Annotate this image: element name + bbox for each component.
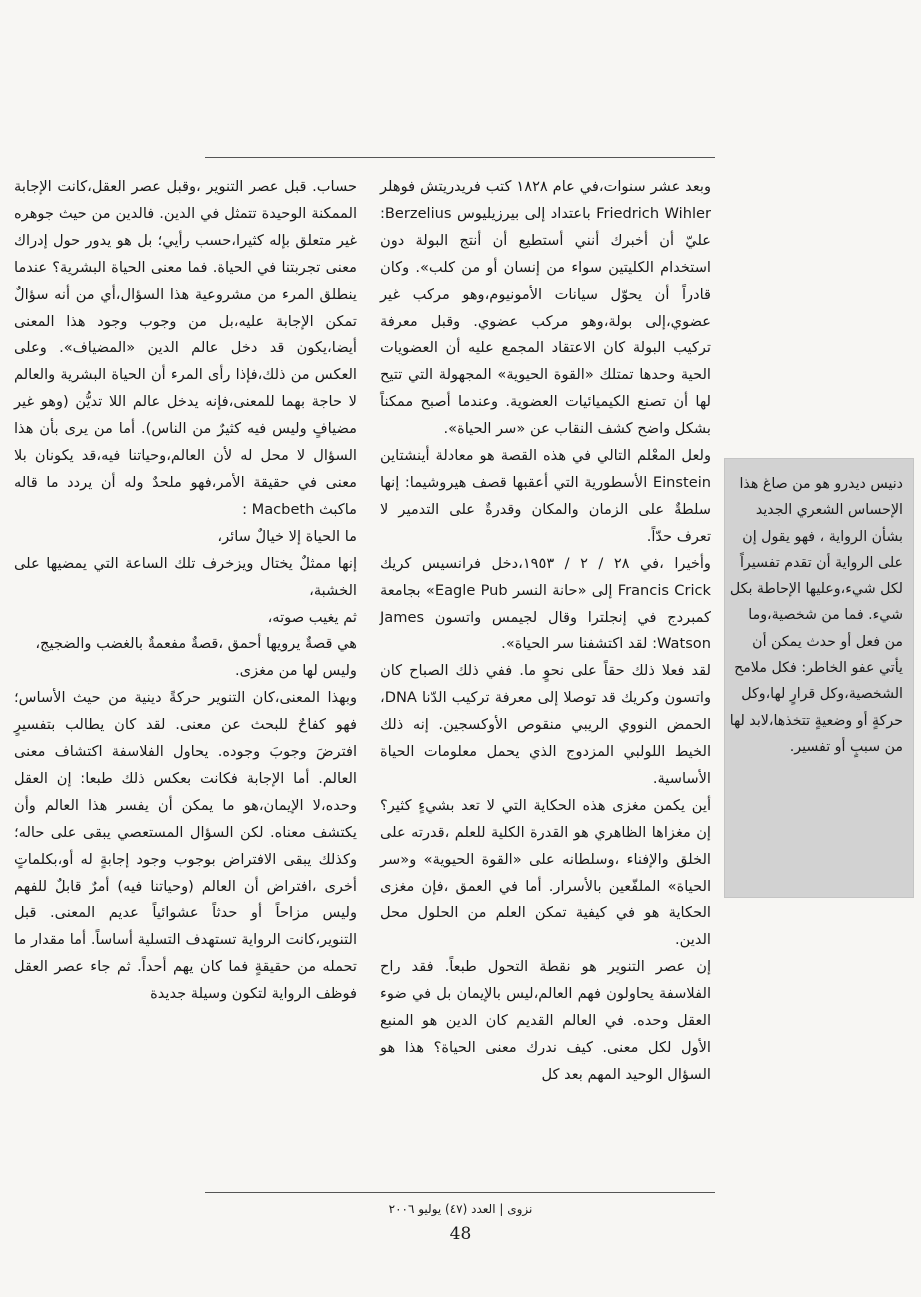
top-rule: [205, 157, 715, 158]
left-column: [14, 174, 357, 1008]
paragraph: لقد فعلا ذلك حقاً على نحوٍ ما. ففي ذلك الصباح كان واتسون وكريك قد توصلا إلى معرفة تركيب الدّنا DNA، الحمض النووي الريبي منقوص الأوكسجين. إنه ذلك الخيط اللولبي المزدوج الذي يحمل معلومات الحياة الأساسية.: [380, 662, 711, 787]
paragraph: ولعل المعْلم التالي في هذه القصة هو معادلة أينشتاين Einstein الأسطورية التي أعقبها قصف هيروشيما: إنها سلطةٌ على الزمان والمكان وقدرةٌ على التدمير لا تعرف حدّاً.: [380, 447, 711, 545]
paragraph: أين يكمن مغزى هذه الحكاية التي لا تعد بشيءٍ كثير؟ إن مغزاها الظاهري هو القدرة الكلية للعلم ،قدرته على الخلق والإفناء ،وسلطانه على «القوة الحيوية» و«سر الحياة» الملفّعين بالأسرار. أما في العمق ،فإن مغزى الحكاية هو في كيفية تمكن العلم من الحلول محل الدين.: [380, 796, 711, 949]
paragraph: وبعد عشر سنوات،في عام ١٨٢٨ كتب فريدريتش فوهلر Friedrich Wihler باعتداد إلى بيرزيليوس Berzelius: عليّ أن أخبرك أنني أستطيع أن أنتج البولة دون استخدام الكليتين سواء من إنسان أو من كلب». وكان قادراً أن يحوّل سيانات الأمونيوم،وهو مركب غير عضوي،إلى بولة،وهو مركب عضوي. وقبل معرفة تركيب البولة كان الاعتقاد المجمع عليه أن العضويات الحية وحدها تمتلك «القوة الحيوية» المجهولة التي تتيح لها أن تصنع الكيميائيات العضوية. وعندما أصبح ممكناً بشكل واضح كشف النقاب عن «سر الحياة».: [380, 178, 711, 438]
paragraph: حساب. قبل عصر التنوير ،وقبل عصر العقل،كانت الإجابة الممكنة الوحيدة تتمثل في الدين. فالدين من حيث جوهره غير متعلق بإله كثيرا،حسب رأيي؛ بل هو يدور حول إدراك معنى تجربتنا في الحياة. فما معنى الحياة البشرية؟ عندما ينطلق المرء من مشروعية هذا السؤال،أي من أنه سؤالٌ تمكن الإجابة عليه،بل من وجوب وجود هذا المعنى أيضا،يكون قد دخل عالم الدين «المضياف». وعلى العكس من ذلك،فإذا رأى المرء أن الحياة البشرية والعالم لا حاجة بهما للمعنى،فإنه يدخل عالم اللا تديُّن (وهو غير مضيافٍ وليس فيه كثيرٌ من الناس). أما من يرى بأن هذا السؤال لا محل له لأن العالم،وحياتنا فيه،قد يكونان بلا معنى في حقيقة الأمر،فهو ملحدٌ وله أن يردد ما قاله ماكبث Macbeth :: [14, 178, 357, 518]
paragraph: وأخيرا ،في ٢٨ / ٢ / ١٩٥٣،دخل فرانسيس كريك Francis Crick إلى «حانة النسر Eagle Pub» بجامعة كمبردج في إنجلترا وقال لجيمس واتسون James Watson: لقد اكتشفنا سر الحياة».: [380, 554, 711, 653]
pull-quote-text: دنيس ديدرو هو من صاغ هذا الإحساس الشعري الجديد بشأن الرواية ، فهو يقول إن على الرواية أن تقدم تفسيراً لكل شيء،وعليها الإحاطة بكل شيء. فما من شخصية،وما من فعل أو حدث يمكن أن يأتي عفو الخاطر: فكل ملامح الشخصية،وكل قرارٍ لها،وكل حركةٍ أو وضعيةٍ تتخذها،لابد لها من سببٍ أو تفسير.: [729, 476, 903, 755]
verse-line: وليس لها من مغزى.: [235, 662, 357, 680]
page-number: 48: [449, 1224, 472, 1244]
verse-line: ما الحياة إلا خيالٌ سائر،: [217, 527, 357, 545]
verse-line: إنها ممثلٌ يختال ويزخرف تلك الساعة التي يمضيها على الخشبة،: [14, 554, 357, 599]
paragraph: إن عصر التنوير هو نقطة التحول طبعاً. فقد راح الفلاسفة يحاولون فهم العالم،ليس بالإيمان بل في ضوء العقل وحده. في العالم القديم كان الدين هو المنبع الأول لكل معنى. كيف ندرك معنى الحياة؟ هذا هو السؤال الوحيد المهم بعد كل: [380, 958, 711, 1083]
paragraph: وبهذا المعنى،كان التنوير حركةً دينية من حيث الأساس؛ فهو كفاحٌ للبحث عن معنى. لقد كان يطالب بتفسيرٍ افترضَ وجوبَ وجوده. يحاول الفلاسفة اكتشاف معنى العالم. أما الإجابة فكانت بعكس ذلك طبعا: إن العقل وحده،لا الإيمان،هو ما يمكن أن يفسر هذا العالم وأن يكتشف معناه. لكن السؤال المستعصي يبقى على حاله؛ وكذلك يبقى الافتراض بوجوب وجود إجابةٍ له أو،بكلماتٍ أخرى ،افتراض أن العالم (وحياتنا فيه) أمرٌ قابلٌ للفهم وليس مزاحاً أو حدثاً عشوائياً عديم المعنى. قبل التنوير،كانت الرواية تستهدف التسلية أساساً. أما مقدار ما تحمله من حقيقةٍ فما كان يهم أحداً. ثم جاء عصر العقل فوظف الرواية لتكون وسيلة جديدة: [14, 689, 357, 1003]
issue-info: نزوى | العدد (٤٧) يوليو ٢٠٠٦: [388, 1202, 533, 1216]
bottom-rule: [205, 1192, 715, 1193]
verse-line: هي قصةٌ يرويها أحمق ،قصةٌ مفعمةٌ بالغضب والضجيج،: [35, 635, 357, 653]
pull-quote-box: [724, 458, 914, 898]
verse-line: ثم يغيب صوته،: [267, 608, 357, 626]
right-column: [380, 174, 711, 1089]
